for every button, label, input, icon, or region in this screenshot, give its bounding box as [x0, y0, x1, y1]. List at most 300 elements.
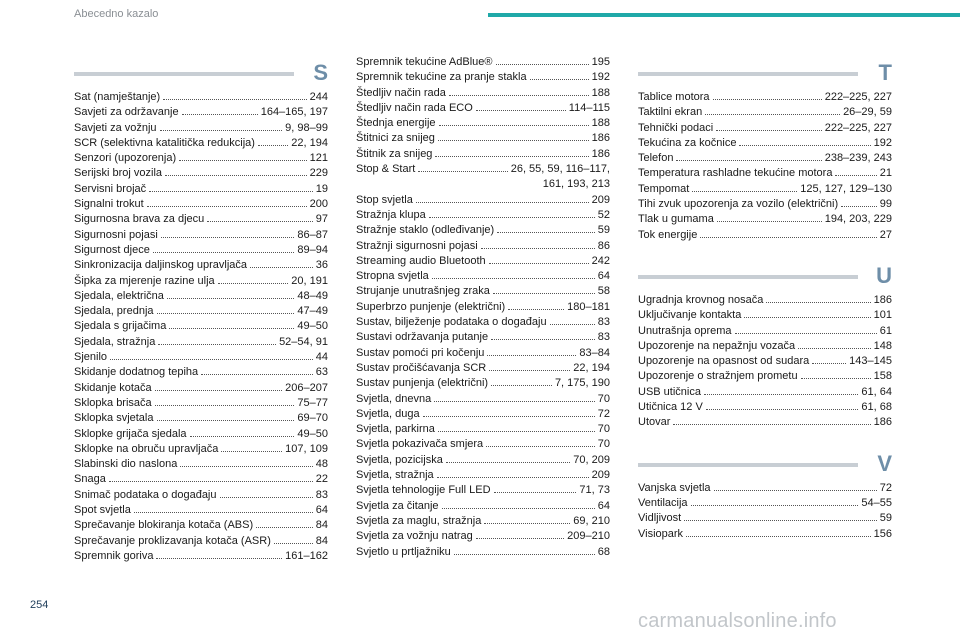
entry-pages: 164–165, 197 — [260, 106, 328, 119]
index-entry[interactable] — [74, 488, 328, 503]
index-entry[interactable] — [74, 442, 328, 457]
index-entry[interactable] — [356, 70, 610, 85]
entry-pages: 61 — [879, 324, 892, 337]
entry-pages: 69, 210 — [573, 514, 610, 527]
index-entry[interactable] — [638, 415, 892, 430]
entry-pages: 209 — [591, 193, 610, 206]
index-entry[interactable] — [74, 457, 328, 472]
entry-term: Svjetlo u prtljažniku — [356, 545, 451, 558]
index-section — [74, 62, 328, 564]
index-entry[interactable] — [74, 105, 328, 120]
entry-pages: 161–162 — [285, 549, 328, 562]
leader-dots — [484, 523, 570, 524]
entry-term: Sigurnost djece — [74, 243, 150, 256]
entry-pages: 97 — [315, 213, 328, 226]
leader-dots — [439, 125, 589, 126]
entry-term: Savjeti za vožnju — [74, 121, 157, 134]
entry-term: Sjenilo — [74, 351, 108, 364]
entry-term: Svjetla, stražnja — [356, 469, 434, 482]
entry-pages: 229 — [309, 167, 328, 180]
leader-dots — [156, 558, 282, 559]
index-entry[interactable] — [74, 365, 328, 380]
index-entry[interactable] — [638, 105, 892, 120]
index-entry[interactable] — [638, 293, 892, 308]
index-entry[interactable] — [74, 319, 328, 334]
leader-dots — [155, 405, 295, 406]
entry-term: Sjedala, prednja — [74, 305, 154, 318]
index-entry[interactable] — [356, 147, 610, 162]
entry-term: Sigurnosni pojasi — [74, 228, 158, 241]
entry-pages: 180–181 — [567, 300, 610, 313]
entry-pages: 209–210 — [567, 530, 610, 543]
index-entry[interactable] — [356, 254, 610, 269]
entry-pages: 44 — [315, 351, 328, 364]
entry-term: Štedljiv način rada — [356, 86, 446, 99]
entry-term: Strujanje unutrašnjeg zraka — [356, 285, 490, 298]
entry-term: Svjetla za maglu, stražnja — [356, 514, 482, 527]
index-entry[interactable] — [74, 503, 328, 518]
entry-pages: 107, 109 — [285, 442, 328, 455]
leader-dots — [739, 145, 870, 146]
leader-dots — [207, 221, 313, 222]
leader-dots — [110, 359, 313, 360]
entry-pages: 70 — [597, 438, 610, 451]
index-entry[interactable] — [356, 162, 610, 177]
entry-pages: 52 — [597, 208, 610, 221]
index-entry[interactable] — [638, 212, 892, 227]
entry-pages: 47–49 — [297, 305, 328, 318]
entry-pages: 222–225, 227 — [824, 121, 892, 134]
entry-pages: 83 — [597, 331, 610, 344]
entry-pages: 58 — [597, 285, 610, 298]
index-entry[interactable] — [74, 274, 328, 289]
entry-term: Tekućina za kočnice — [638, 136, 737, 149]
entry-term: Vidljivost — [638, 512, 682, 525]
index-entry[interactable] — [74, 335, 328, 350]
index-column-right — [638, 62, 892, 564]
entry-term: Sklopka brisača — [74, 396, 152, 409]
index-entry[interactable] — [638, 90, 892, 105]
entry-term: Skidanje dodatnog tepiha — [74, 366, 199, 379]
leader-dots — [158, 344, 276, 345]
leader-dots — [489, 370, 570, 371]
leader-dots — [160, 130, 283, 131]
entry-term: Snimač podataka o događaju — [74, 488, 217, 501]
index-entry[interactable] — [74, 289, 328, 304]
index-column-middle — [356, 55, 610, 582]
entry-term: Sustav, bilježenje podataka o događaju — [356, 316, 547, 329]
entry-term: Stropna svjetla — [356, 270, 429, 283]
entry-pages: 49–50 — [297, 320, 328, 333]
index-entry[interactable] — [356, 545, 610, 560]
leader-dots — [713, 99, 822, 100]
entry-term: Ventilacija — [638, 496, 688, 509]
entry-term: Svjetla, parkirna — [356, 423, 435, 436]
entry-pages: 186 — [591, 147, 610, 160]
entry-pages: 22, 194 — [291, 136, 328, 149]
entry-pages: 54–55 — [861, 496, 892, 509]
entry-pages: 64 — [315, 504, 328, 517]
index-entry[interactable] — [356, 315, 610, 330]
leader-dots — [442, 508, 595, 509]
entry-pages: 48 — [315, 458, 328, 471]
leader-dots — [735, 333, 877, 334]
index-entry[interactable] — [356, 437, 610, 452]
entry-term: Šipka za mjerenje razine ulja — [74, 274, 215, 287]
entry-term: Tablice motora — [638, 91, 710, 103]
entry-term: Stražnje staklo (odleđivanje) — [356, 224, 495, 237]
index-entry[interactable] — [356, 346, 610, 361]
leader-dots — [167, 298, 295, 299]
entry-pages: 9, 98–99 — [285, 121, 328, 134]
header-accent-bar — [488, 13, 960, 17]
section-letter: V — [877, 450, 892, 476]
index-entry[interactable] — [638, 339, 892, 354]
index-entry[interactable] — [356, 514, 610, 529]
leader-dots — [157, 313, 295, 314]
entry-term: Tempomat — [638, 182, 690, 195]
index-entry[interactable] — [356, 407, 610, 422]
entry-pages: 83 — [315, 488, 328, 501]
index-entry[interactable] — [638, 166, 892, 181]
entry-pages: 209 — [591, 469, 610, 482]
index-entry[interactable] — [356, 361, 610, 376]
leader-dots — [169, 328, 294, 329]
entry-term: Sustav punjenja (električni) — [356, 377, 489, 390]
entry-pages: 21 — [879, 167, 892, 180]
leader-dots — [550, 324, 595, 325]
entry-term: Stop & Start — [356, 163, 416, 176]
leader-dots — [161, 237, 295, 238]
index-entry[interactable] — [356, 208, 610, 223]
entry-pages: 70, 209 — [573, 453, 610, 466]
entry-pages: 89–94 — [297, 243, 328, 256]
leader-dots — [429, 217, 595, 218]
entry-pages: 192 — [591, 71, 610, 84]
entry-term: Stražnja klupa — [356, 208, 426, 221]
entry-term: Sustav pročišćavanja SCR — [356, 361, 487, 374]
index-entry[interactable] — [74, 534, 328, 549]
index-entry[interactable] — [74, 381, 328, 396]
entry-pages: 83 — [597, 316, 610, 329]
entry-term: Svjetla, duga — [356, 407, 420, 420]
leader-dots — [163, 99, 306, 100]
leader-dots — [423, 416, 595, 417]
index-entry[interactable] — [356, 193, 610, 208]
entry-pages: 101 — [873, 309, 892, 322]
leader-dots — [274, 543, 313, 544]
index-entry[interactable] — [638, 496, 892, 511]
index-entry[interactable] — [638, 197, 892, 212]
index-entry[interactable] — [356, 131, 610, 146]
entry-pages: 186 — [873, 293, 892, 306]
entry-pages: 242 — [591, 254, 610, 267]
entry-pages: 75–77 — [297, 396, 328, 409]
index-entry[interactable] — [356, 284, 610, 299]
leader-dots — [497, 232, 595, 233]
index-entry[interactable] — [74, 197, 328, 212]
entry-pages: 148 — [873, 339, 892, 352]
leader-dots — [508, 309, 564, 310]
index-entry[interactable] — [74, 136, 328, 151]
leader-dots — [220, 497, 313, 498]
entry-term: Superbrzo punjenje (električni) — [356, 300, 506, 313]
index-entry[interactable] — [638, 354, 892, 369]
entry-term: Signalni trokut — [74, 198, 144, 211]
index-entry[interactable] — [638, 481, 892, 496]
index-entry[interactable] — [638, 151, 892, 166]
leader-dots — [190, 436, 295, 437]
entry-term: Upozorenje o stražnjem prometu — [638, 370, 798, 383]
leader-dots — [155, 390, 283, 391]
index-entry[interactable] — [638, 228, 892, 243]
entry-term: Spremnik tekućine za pranje stakla — [356, 71, 527, 84]
entry-pages: 20, 191 — [291, 274, 328, 287]
leader-dots — [147, 206, 307, 207]
section-letter: T — [878, 60, 892, 85]
entry-term: Telefon — [638, 152, 674, 165]
index-entry[interactable] — [74, 549, 328, 564]
entry-pages: 114–115 — [568, 101, 610, 114]
entry-pages: 86 — [597, 239, 610, 252]
index-entry[interactable] — [74, 304, 328, 319]
entry-pages: 59 — [597, 224, 610, 237]
entry-term: Sklopke grijača sjedala — [74, 427, 187, 440]
index-entry[interactable] — [356, 376, 610, 391]
entry-term: Visiopark — [638, 527, 684, 540]
entry-pages: 192 — [873, 136, 892, 149]
entry-term: Sprečavanje proklizavanja kotača (ASR) — [74, 534, 271, 547]
entry-term: Štednja energije — [356, 117, 436, 130]
section-rule — [74, 72, 294, 76]
leader-dots — [481, 248, 595, 249]
entry-term: Sjedala, električna — [74, 289, 164, 302]
index-section — [638, 262, 892, 431]
leader-dots — [201, 374, 313, 375]
entry-term: Štitnik za snijeg — [356, 147, 433, 160]
entry-term: Skidanje kotača — [74, 381, 152, 394]
entry-pages: 36 — [315, 259, 328, 272]
leader-dots — [446, 462, 570, 463]
entry-pages: 68 — [597, 545, 610, 558]
entry-pages: 244 — [309, 91, 328, 103]
entry-pages: 125, 127, 129–130 — [800, 182, 892, 195]
index-entry[interactable] — [74, 212, 328, 227]
entry-pages: 143–145 — [849, 355, 892, 368]
entry-pages: 186 — [873, 416, 892, 429]
leader-dots — [134, 512, 313, 513]
leader-dots — [494, 492, 577, 493]
index-entry[interactable] — [638, 308, 892, 323]
index-entry[interactable] — [356, 392, 610, 407]
entry-term: Svjetla za vožnju natrag — [356, 530, 473, 543]
index-entry[interactable] — [74, 90, 328, 105]
index-entry[interactable] — [356, 330, 610, 345]
index-section — [638, 62, 892, 243]
index-entry[interactable] — [638, 182, 892, 197]
entry-term: Svjetla, dnevna — [356, 392, 432, 405]
entry-term: Štitnici za snijeg — [356, 132, 435, 145]
index-entry[interactable] — [356, 55, 610, 70]
index-section — [356, 55, 610, 560]
leader-dots — [218, 283, 289, 284]
entry-pages: 70 — [597, 423, 610, 436]
index-entry[interactable] — [638, 324, 892, 339]
index-entry[interactable] — [356, 86, 610, 101]
entry-term: Spot svjetla — [74, 504, 131, 517]
section-header — [638, 262, 892, 293]
entry-pages: 188 — [591, 117, 610, 130]
entry-pages: 83–84 — [579, 346, 610, 359]
leader-dots — [491, 339, 595, 340]
entry-term: Sinkronizacija daljinskog upravljača — [74, 259, 248, 272]
entry-term: Slabinski dio naslona — [74, 458, 178, 471]
leader-dots — [700, 237, 876, 238]
entry-term: Streaming audio Bluetooth — [356, 254, 486, 267]
entry-term: Utičnica 12 V — [638, 401, 703, 414]
index-entry[interactable] — [74, 411, 328, 426]
entry-pages: 70 — [597, 392, 610, 405]
entry-term: Spremnik tekućine AdBlue® — [356, 56, 493, 68]
leader-dots — [798, 348, 870, 349]
leader-dots — [496, 64, 589, 65]
index-entry[interactable] — [74, 258, 328, 273]
section-letter: U — [876, 262, 892, 288]
leader-dots — [438, 140, 589, 141]
entry-term: Tok energije — [638, 228, 698, 241]
entry-pages: 222–225, 227 — [824, 91, 892, 103]
entry-pages: 238–239, 243 — [824, 152, 892, 165]
entry-pages: 200 — [309, 198, 328, 211]
leader-dots — [221, 451, 282, 452]
entry-pages: 61, 68 — [861, 401, 892, 414]
entry-term: Sjedala s grijačima — [74, 320, 167, 333]
leader-dots — [489, 263, 589, 264]
index-entry[interactable] — [638, 511, 892, 526]
entry-pages: 84 — [315, 519, 328, 532]
entry-term: Spremnik goriva — [74, 549, 154, 562]
index-entry[interactable] — [638, 121, 892, 136]
entry-term: USB utičnica — [638, 385, 701, 398]
index-entry[interactable] — [74, 472, 328, 487]
leader-dots — [686, 536, 871, 537]
leader-dots — [706, 409, 859, 410]
entry-pages: 64 — [597, 270, 610, 283]
index-entry[interactable] — [356, 101, 610, 116]
index-section — [638, 450, 892, 542]
entry-term: Štedljiv način rada ECO — [356, 101, 473, 114]
index-entry[interactable] — [356, 239, 610, 254]
index-entry[interactable] — [356, 300, 610, 315]
index-entry[interactable] — [356, 422, 610, 437]
running-header: Abecedno kazalo — [74, 8, 159, 20]
entry-term: Stop svjetla — [356, 193, 413, 206]
leader-dots — [684, 520, 877, 521]
index-entry[interactable] — [74, 166, 328, 181]
entry-term: Taktilni ekran — [638, 106, 703, 119]
entry-pages: 63 — [315, 366, 328, 379]
index-entry[interactable] — [356, 269, 610, 284]
leader-dots — [486, 446, 595, 447]
entry-pages: 72 — [597, 407, 610, 420]
entry-term: Tehnički podaci — [638, 121, 714, 134]
entry-term: Svjetla, pozicijska — [356, 453, 443, 466]
index-entry[interactable] — [638, 385, 892, 400]
leader-dots — [476, 538, 564, 539]
index-entry[interactable] — [638, 369, 892, 384]
index-entry[interactable] — [356, 483, 610, 498]
leader-dots — [179, 160, 307, 161]
entry-pages: 19 — [315, 182, 328, 195]
index-entry[interactable] — [356, 499, 610, 514]
entry-pages: 194, 203, 229 — [824, 213, 892, 226]
entry-term: Sustavi održavanja putanje — [356, 331, 489, 344]
index-entry[interactable] — [356, 468, 610, 483]
entry-term: Unutrašnja oprema — [638, 324, 732, 337]
leader-dots — [717, 221, 822, 222]
leader-dots — [416, 202, 589, 203]
entry-term: Tihi zvuk upozorenja za vozilo (električni) — [638, 198, 839, 211]
index-entry[interactable] — [356, 529, 610, 544]
index-entry[interactable] — [638, 527, 892, 542]
entry-term: Serijski broj vozila — [74, 167, 163, 180]
entry-pages: 69–70 — [297, 412, 328, 425]
index-entry[interactable] — [74, 243, 328, 258]
entry-pages: 7, 175, 190 — [554, 377, 610, 390]
entry-term: Ugradnja krovnog nosača — [638, 293, 764, 306]
entry-term: Sjedala, stražnja — [74, 335, 156, 348]
entry-term: Svjetla tehnologije Full LED — [356, 484, 491, 497]
leader-dots — [153, 252, 295, 253]
index-entry[interactable] — [74, 427, 328, 442]
entry-pages: 59 — [879, 512, 892, 525]
entry-term: Vanjska svjetla — [638, 481, 711, 494]
entry-pages: 22 — [315, 473, 328, 486]
section-rule — [638, 275, 858, 279]
entry-term: Sigurnosna brava za djecu — [74, 213, 205, 226]
index-entry[interactable] — [356, 116, 610, 131]
index-entry[interactable] — [74, 396, 328, 411]
index-entry[interactable] — [356, 453, 610, 468]
index-entry[interactable] — [74, 182, 328, 197]
index-entry[interactable] — [74, 350, 328, 365]
entry-term: Svjetla za čitanje — [356, 499, 439, 512]
index-entry[interactable] — [356, 223, 610, 238]
index-entry[interactable] — [74, 121, 328, 136]
entry-pages: 86–87 — [297, 228, 328, 241]
entry-term: Sat (namještanje) — [74, 91, 161, 103]
index-entry[interactable] — [74, 518, 328, 533]
index-entry[interactable] — [74, 151, 328, 166]
page-number: 254 — [30, 599, 49, 611]
entry-pages: 195 — [591, 56, 610, 68]
leader-dots — [714, 490, 877, 491]
leader-dots — [256, 527, 313, 528]
index-entry[interactable] — [74, 228, 328, 243]
entry-pages: 186 — [591, 132, 610, 145]
watermark: carmanualsonline.info — [638, 610, 837, 632]
section-rule — [638, 463, 858, 467]
entry-term: Temperatura rashladne tekućine motora — [638, 167, 833, 180]
leader-dots — [766, 302, 870, 303]
index-column-left — [74, 62, 328, 586]
index-entry[interactable] — [638, 136, 892, 151]
leader-dots — [435, 156, 588, 157]
leader-dots — [432, 278, 595, 279]
leader-dots — [530, 79, 589, 80]
entry-term: Sustav pomoći pri kočenju — [356, 346, 485, 359]
index-entry[interactable] — [638, 400, 892, 415]
